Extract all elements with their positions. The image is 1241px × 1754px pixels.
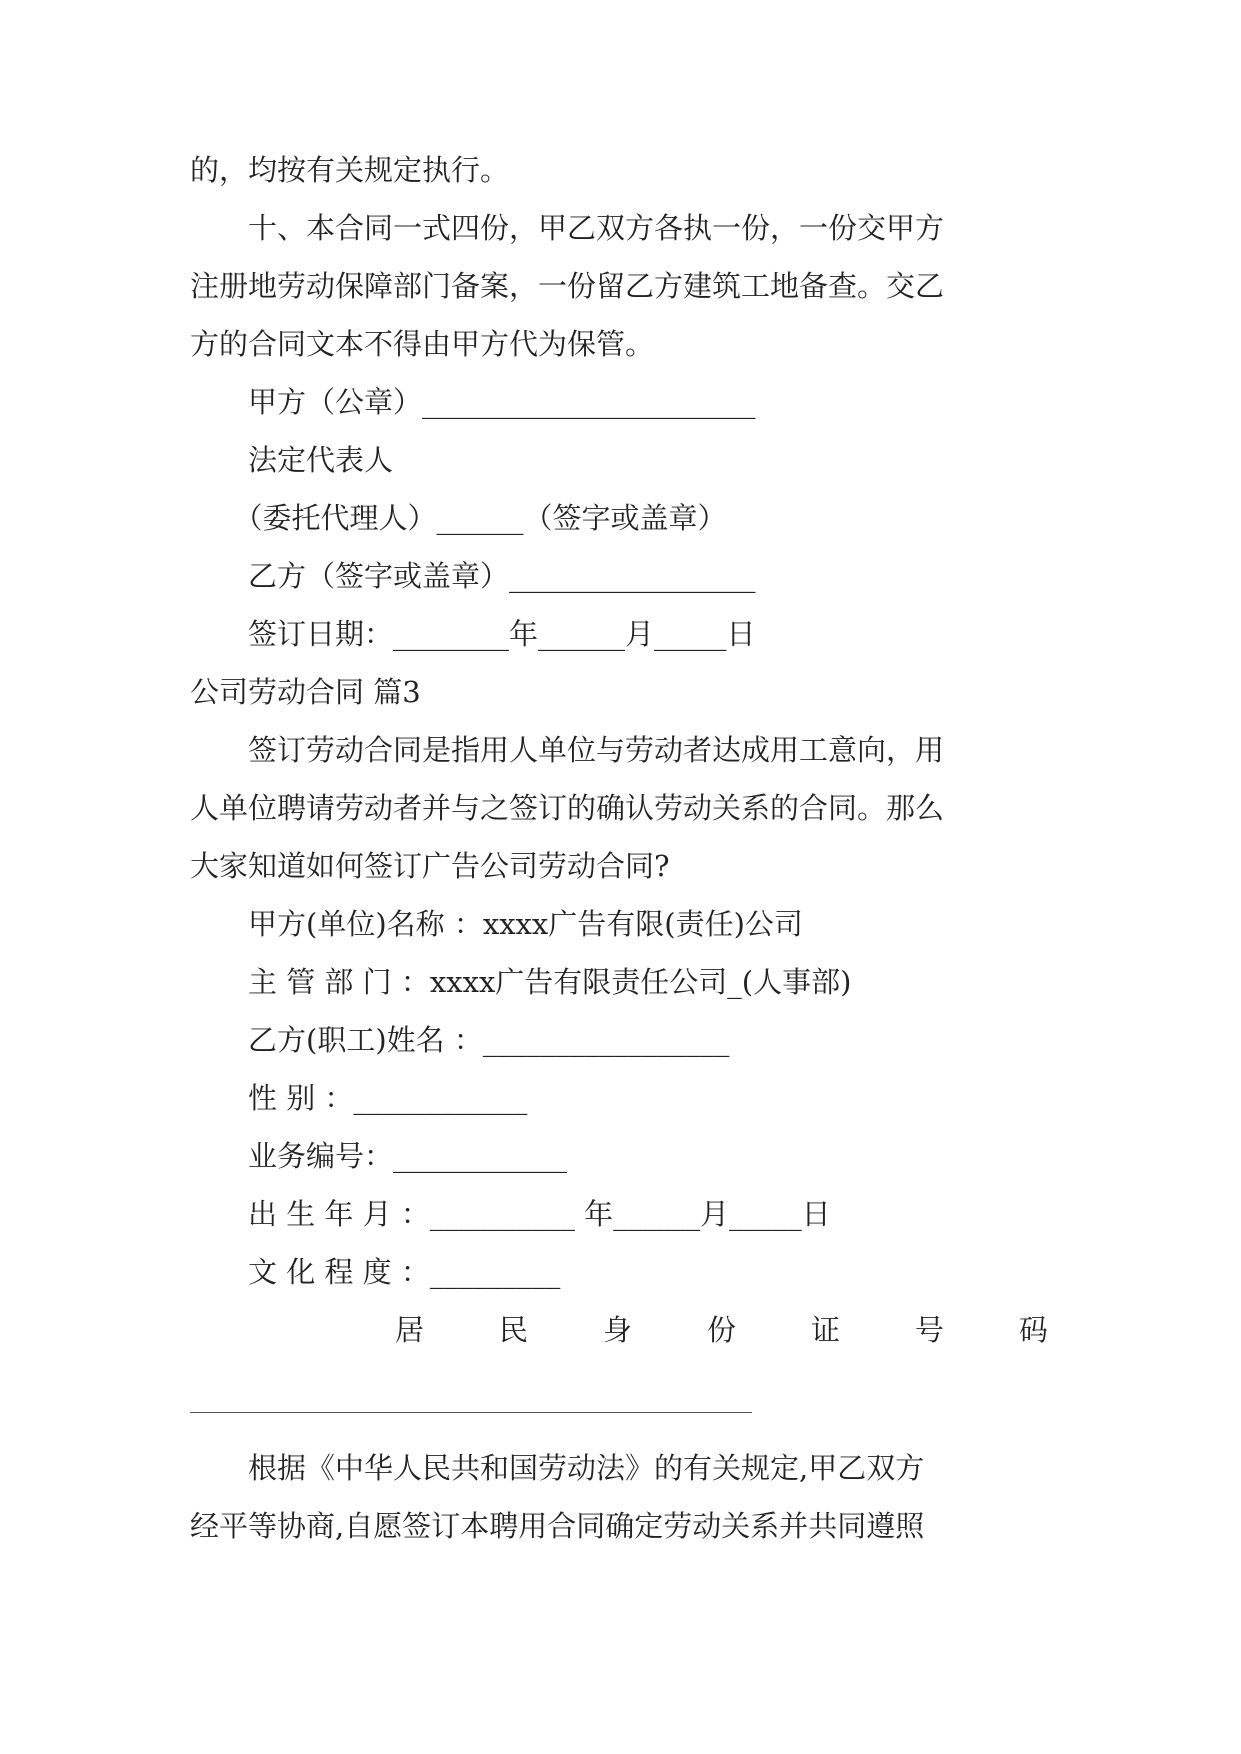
signing-date-line: 签订日期：________年______月_____日 (190, 617, 756, 651)
section-heading: 公司劳动合同 篇3 (190, 675, 421, 709)
form-field-gender: 性 别 ：____________ (190, 1081, 528, 1115)
form-field-id-number: 居 民 身 份 证 号 码 (395, 1313, 1048, 1347)
text-line: 经平等协商,自愿签订本聘用合同确定劳动关系并共同遵照 (190, 1509, 925, 1543)
signature-line-party-b: 乙方（签字或盖章）_________________ (190, 559, 756, 593)
text-line: 法定代表人 (190, 443, 394, 477)
form-field-department: 主 管 部 门 ：xxxx广告有限责任公司_(人事部) (190, 965, 852, 999)
form-field-employer: 甲方(单位)名称 ：xxxx广告有限(责任)公司 (190, 907, 803, 941)
text-line: 签订劳动合同是指用人单位与劳动者达成用工意向，用 (190, 733, 945, 767)
signature-line-agent: （委托代理人）______（签字或盖章） (190, 501, 727, 535)
form-field-birth-date: 出 生 年 月 ：__________ 年______月_____日 (190, 1197, 831, 1231)
form-field-business-number: 业务编号：____________ (190, 1139, 568, 1173)
text-line: 的，均按有关规定执行。 (190, 153, 510, 187)
text-line: 方的合同文本不得由甲方代为保管。 (190, 327, 655, 361)
text-line: 根据《中华人民共和国劳动法》的有关规定,甲乙双方 (190, 1451, 925, 1485)
signature-line-party-a: 甲方（公章）_______________________ (190, 385, 756, 419)
form-field-education: 文 化 程 度 ：_________ (190, 1255, 561, 1289)
id-number-blank-line (190, 1412, 752, 1413)
text-line: 大家知道如何签订广告公司劳动合同? (190, 849, 670, 883)
form-field-employee-name: 乙方(职工)姓名 ：_________________ (190, 1023, 730, 1057)
text-line: 注册地劳动保障部门备案，一份留乙方建筑工地备查。交乙 (190, 269, 945, 303)
text-line: 十、本合同一式四份，甲乙双方各执一份，一份交甲方 (190, 211, 945, 245)
text-line: 人单位聘请劳动者并与之签订的确认劳动关系的合同。那么 (190, 791, 945, 825)
